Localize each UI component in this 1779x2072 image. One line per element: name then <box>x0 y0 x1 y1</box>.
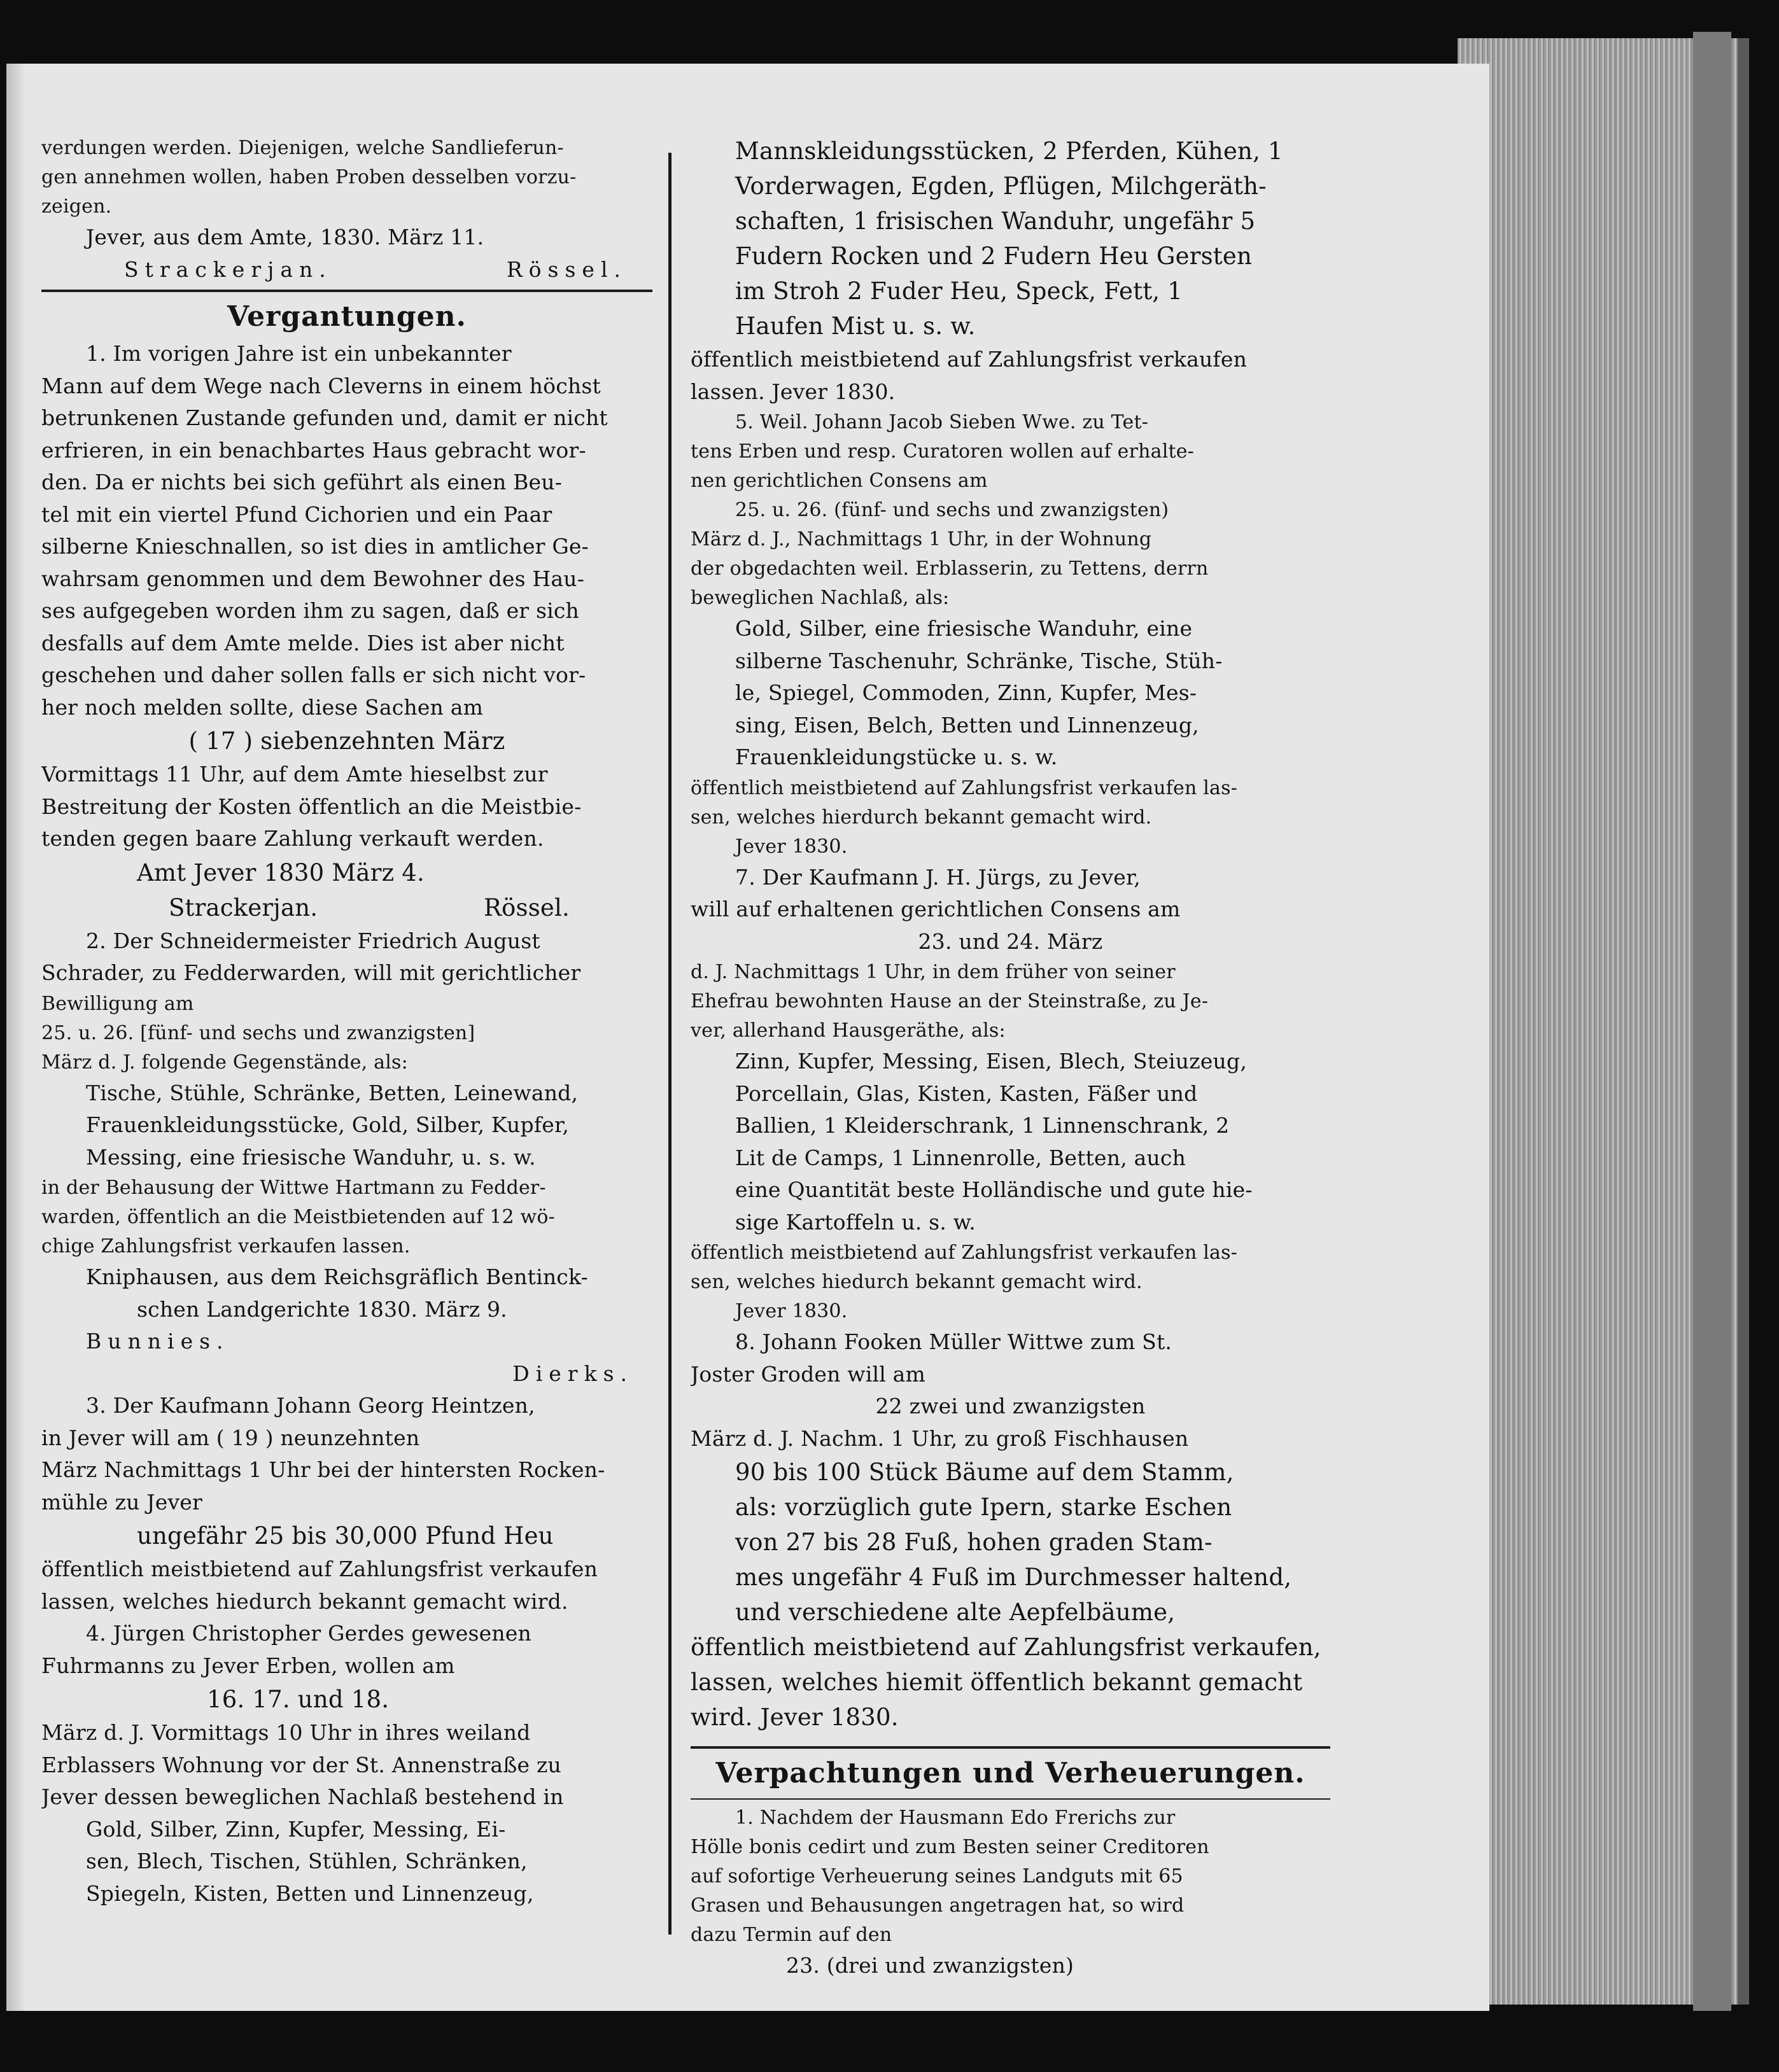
item-line: sen, Blech, Tischen, Stühlen, Schränken, <box>86 1849 528 1873</box>
text-line: März Nachmittags 1 Uhr bei der hintersten Rocken- <box>41 1457 605 1482</box>
book-cover-edge <box>1693 32 1731 2011</box>
text-line: öffentlich meistbietend auf Zahlungsfrist verkaufen, <box>691 1634 1321 1661</box>
item-line: schaften, 1 frisischen Wanduhr, ungefähr 5 <box>735 207 1256 235</box>
item-line: mes ungefähr 4 Fuß im Durchmesser haltend, <box>735 1564 1292 1591</box>
text-line: verdungen werden. Diejenigen, welche Sandlieferun- <box>41 137 564 159</box>
text-line: beweglichen Nachlaß, als: <box>691 587 950 609</box>
left-column <box>41 134 652 1979</box>
auction-date: 25. u. 26. (fünf- und sechs und zwanzigsten) <box>735 499 1169 521</box>
signature-line <box>41 254 652 286</box>
item-line: Gold, Silber, Zinn, Kupfer, Messing, Ei- <box>86 1816 506 1842</box>
text-line: will auf erhaltenen gerichtlichen Consens am <box>691 897 1181 921</box>
item-line: Lit de Camps, 1 Linnenrolle, Betten, auch <box>735 1145 1186 1170</box>
section-rule <box>691 1798 1330 1800</box>
item-line: Tische, Stühle, Schränke, Betten, Leinewand, <box>86 1080 579 1105</box>
text-line: chige Zahlungsfrist verkaufen lassen. <box>41 1235 411 1257</box>
auction-date: 16. 17. und 18. <box>207 1686 390 1713</box>
item-line: sige Kartoffeln u. s. w. <box>735 1209 976 1235</box>
text-line: 1. Im vorigen Jahre ist ein unbekannter <box>86 341 512 366</box>
item-line: eine Quantität beste Holländische und gute hie- <box>735 1177 1253 1202</box>
auction-date: 23. und 24. März <box>918 928 1103 954</box>
auction-date: 22 zwei und zwanzigsten <box>875 1394 1146 1418</box>
text-line: Vormittags 11 Uhr, auf dem Amte hieselbst zur <box>41 762 548 787</box>
text-line: 3. Der Kaufmann Johann Georg Heintzen, <box>86 1393 535 1418</box>
text-line: auf sofortige Verheuerung seines Landguts mit 65 <box>691 1865 1183 1887</box>
text-line: 8. Johann Fooken Müller Wittwe zum St. <box>735 1329 1172 1354</box>
text-line: Hölle bonis cedirt und zum Besten seiner Creditoren <box>691 1836 1209 1858</box>
item-line: Fudern Rocken und 2 Fudern Heu Gersten <box>735 242 1252 270</box>
spacer <box>691 1735 1330 1742</box>
signature-left: Bunnies. <box>86 1329 230 1354</box>
text-line: ver, allerhand Hausgeräthe, als: <box>691 1019 1006 1042</box>
dateline: Jever 1830. <box>735 1300 848 1322</box>
text-line: zeigen. <box>41 195 112 218</box>
text-line: silberne Knieschnallen, so ist dies in amtlicher Ge- <box>41 534 589 559</box>
item-line: im Stroh 2 Fuder Heu, Speck, Fett, 1 <box>735 277 1183 305</box>
text-line: lassen. Jever 1830. <box>691 379 896 404</box>
text-line: Fuhrmanns zu Jever Erben, wollen am <box>41 1653 455 1678</box>
item-line: Gold, Silber, eine friesische Wanduhr, eine <box>735 616 1193 641</box>
text-line: in der Behausung der Wittwe Hartmann zu Fedder- <box>41 1177 546 1199</box>
text-line: sen, welches hierdurch bekannt gemacht wird. <box>691 806 1152 829</box>
text-line: lassen, welches hiemit öffentlich bekannt gemacht <box>691 1669 1303 1696</box>
dateline: Jever 1830. <box>735 835 848 858</box>
text-line: März d. J., Nachmittags 1 Uhr, in der Wohnung <box>691 528 1152 550</box>
item-line: Mannskleidungsstücken, 2 Pferden, Kühen, 1 <box>735 137 1283 165</box>
text-line: tens Erben und resp. Curatoren wollen auf erhalte- <box>691 440 1195 463</box>
item-line: Porcellain, Glas, Kisten, Kasten, Fäßer und <box>735 1081 1198 1106</box>
text-line: Schrader, zu Fedderwarden, will mit gerichtlicher <box>41 960 581 985</box>
text-line: tel mit ein viertel Pfund Cichorien und ein Paar <box>41 501 552 527</box>
text-line: öffentlich meistbietend auf Zahlungsfrist verkaufen las- <box>691 1242 1238 1264</box>
text-line: Joster Groden will am <box>691 1361 926 1387</box>
text-line: wahrsam genommen und dem Bewohner des Hau- <box>41 566 585 591</box>
text-line: desfalls auf dem Amte melde. Dies ist aber nicht <box>41 630 565 655</box>
item-line: sing, Eisen, Belch, Betten und Linnenzeug, <box>735 712 1199 738</box>
dateline: schen Landgerichte 1830. März 9. <box>137 1296 507 1322</box>
text-line: geschehen und daher sollen falls er sich nicht vor- <box>41 662 586 687</box>
auction-date: ( 17 ) siebenzehnten März <box>188 727 505 755</box>
text-line: tenden gegen baare Zahlung verkauft werden. <box>41 826 544 851</box>
text-line: öffentlich meistbietend auf Zahlungsfrist verkaufen las- <box>691 776 1238 799</box>
item-line: als: vorzüglich gute Ipern, starke Eschen <box>735 1494 1232 1521</box>
text-line: 7. Der Kaufmann J. H. Jürgs, zu Jever, <box>735 864 1141 890</box>
section-rule <box>691 1746 1330 1749</box>
dateline: Jever, aus dem Amte, 1830. März 11. <box>86 225 484 249</box>
text-line: gen annehmen wollen, haben Proben desselben vorzu- <box>41 166 577 188</box>
text-line: den. Da er nichts bei sich geführt als einen Beu- <box>41 470 563 494</box>
item-line: silberne Taschenuhr, Schränke, Tische, Stüh- <box>735 648 1223 673</box>
dateline: Kniphausen, aus dem Reichsgräflich Bentinck- <box>86 1264 588 1289</box>
item-line: le, Spiegel, Commoden, Zinn, Kupfer, Mes- <box>735 680 1197 705</box>
printed-page <box>6 64 1489 2011</box>
right-column <box>691 134 1330 1979</box>
item-line: Vorderwagen, Egden, Pflügen, Milchgeräth- <box>735 172 1267 200</box>
text-line: Ehefrau bewohnten Hause an der Steinstraße, zu Je- <box>691 990 1209 1012</box>
item-line: von 27 bis 28 Fuß, hohen graden Stam- <box>735 1529 1213 1556</box>
section-rule <box>41 290 652 292</box>
text-line: ses aufgegeben worden ihm zu sagen, daß er sich <box>41 598 579 623</box>
text-line: her noch melden sollte, diese Sachen am <box>41 694 484 720</box>
item-line: Haufen Mist u. s. w. <box>735 312 976 340</box>
text-line: März d. J. folgende Gegenstände, als: <box>41 1051 408 1074</box>
text-line: Mann auf dem Wege nach Cleverns in einem höchst <box>41 373 601 398</box>
item-line: Messing, eine friesische Wanduhr, u. s. w. <box>86 1144 536 1170</box>
text-line: erfrieren, in ein benachbartes Haus gebracht wor- <box>41 437 586 463</box>
item-line: und verschiedene alte Aepfelbäume, <box>735 1599 1176 1626</box>
text-line: öffentlich meistbietend auf Zahlungsfrist verkaufen <box>691 347 1248 372</box>
text-line: Jever dessen beweglichen Nachlaß bestehend in <box>41 1784 564 1809</box>
item-line: Ballien, 1 Kleiderschrank, 1 Linnenschrank, 2 <box>735 1113 1230 1138</box>
text-line: März d. J. Nachm. 1 Uhr, zu groß Fischhausen <box>691 1425 1189 1451</box>
item-line: Spiegeln, Kisten, Betten und Linnenzeug, <box>86 1880 534 1906</box>
signature-left: Strackerjan. <box>169 893 318 921</box>
auction-date: 25. u. 26. [fünf- und sechs und zwanzigsten] <box>41 1021 475 1044</box>
dateline: Amt Jever 1830 März 4. <box>137 858 425 886</box>
text-line: nen gerichtlichen Consens am <box>691 470 988 492</box>
text-line: lassen, welches hiedurch bekannt gemacht wird. <box>41 1588 568 1614</box>
text-line: Bewilligung am <box>41 992 194 1015</box>
text-line: dazu Termin auf den <box>691 1924 892 1946</box>
text-line: 4. Jürgen Christopher Gerdes gewesenen <box>86 1621 531 1646</box>
text-line: März d. J. Vormittags 10 Uhr in ihres weiland <box>41 1720 531 1745</box>
text-line: 5. Weil. Johann Jacob Sieben Wwe. zu Tet- <box>735 411 1149 433</box>
text-line: 1. Nachdem der Hausmann Edo Frerichs zur <box>735 1807 1176 1829</box>
section-heading: Vergantungen. <box>227 300 467 333</box>
text-line: Bestreitung der Kosten öffentlich an die Meistbie- <box>41 794 582 819</box>
item-line: Frauenkleidungsstücke, Gold, Silber, Kupfer, <box>86 1112 570 1137</box>
text-line: sen, welches hiedurch bekannt gemacht wird. <box>691 1271 1143 1293</box>
text-line: Erblassers Wohnung vor der St. Annenstraße zu <box>41 1752 562 1777</box>
item-line: Zinn, Kupfer, Messing, Eisen, Blech, Steiuzeug, <box>735 1049 1248 1074</box>
text-line: der obgedachten weil. Erblasserin, zu Tettens, derrn <box>691 557 1209 580</box>
text-line: mühle zu Jever <box>41 1489 203 1515</box>
auction-date: 23. (drei und zwanzigsten) <box>786 1953 1074 1978</box>
text-line: betrunkenen Zustande gefunden und, damit er nicht <box>41 405 608 430</box>
item-line: ungefähr 25 bis 30,000 Pfund Heu <box>137 1522 554 1550</box>
text-line: öffentlich meistbietend auf Zahlungsfrist verkaufen <box>41 1557 598 1581</box>
column-divider <box>668 153 672 1935</box>
signature-right: Dierks. <box>512 1361 633 1386</box>
item-line: 90 bis 100 Stück Bäume auf dem Stamm, <box>735 1459 1234 1486</box>
text-line: 2. Der Schneidermeister Friedrich August <box>86 928 540 953</box>
signature-right: Rössel. <box>483 893 570 921</box>
section-heading: Verpachtungen und Verheuerungen. <box>715 1757 1305 1789</box>
text-line: Grasen und Behausungen angetragen hat, so wird <box>691 1894 1185 1917</box>
text-line: d. J. Nachmittags 1 Uhr, in dem früher von seiner <box>691 961 1176 983</box>
text-line: in Jever will am ( 19 ) neunzehnten <box>41 1425 420 1450</box>
signature-line <box>41 890 652 925</box>
text-line: warden, öffentlich an die Meistbietenden auf 12 wö- <box>41 1206 555 1228</box>
item-line: Frauenkleidungstücke u. s. w. <box>735 745 1058 769</box>
text-line: wird. Jever 1830. <box>691 1704 899 1731</box>
signature-left: Strackerjan. <box>124 256 332 282</box>
signature-right: Rössel. <box>506 256 627 282</box>
